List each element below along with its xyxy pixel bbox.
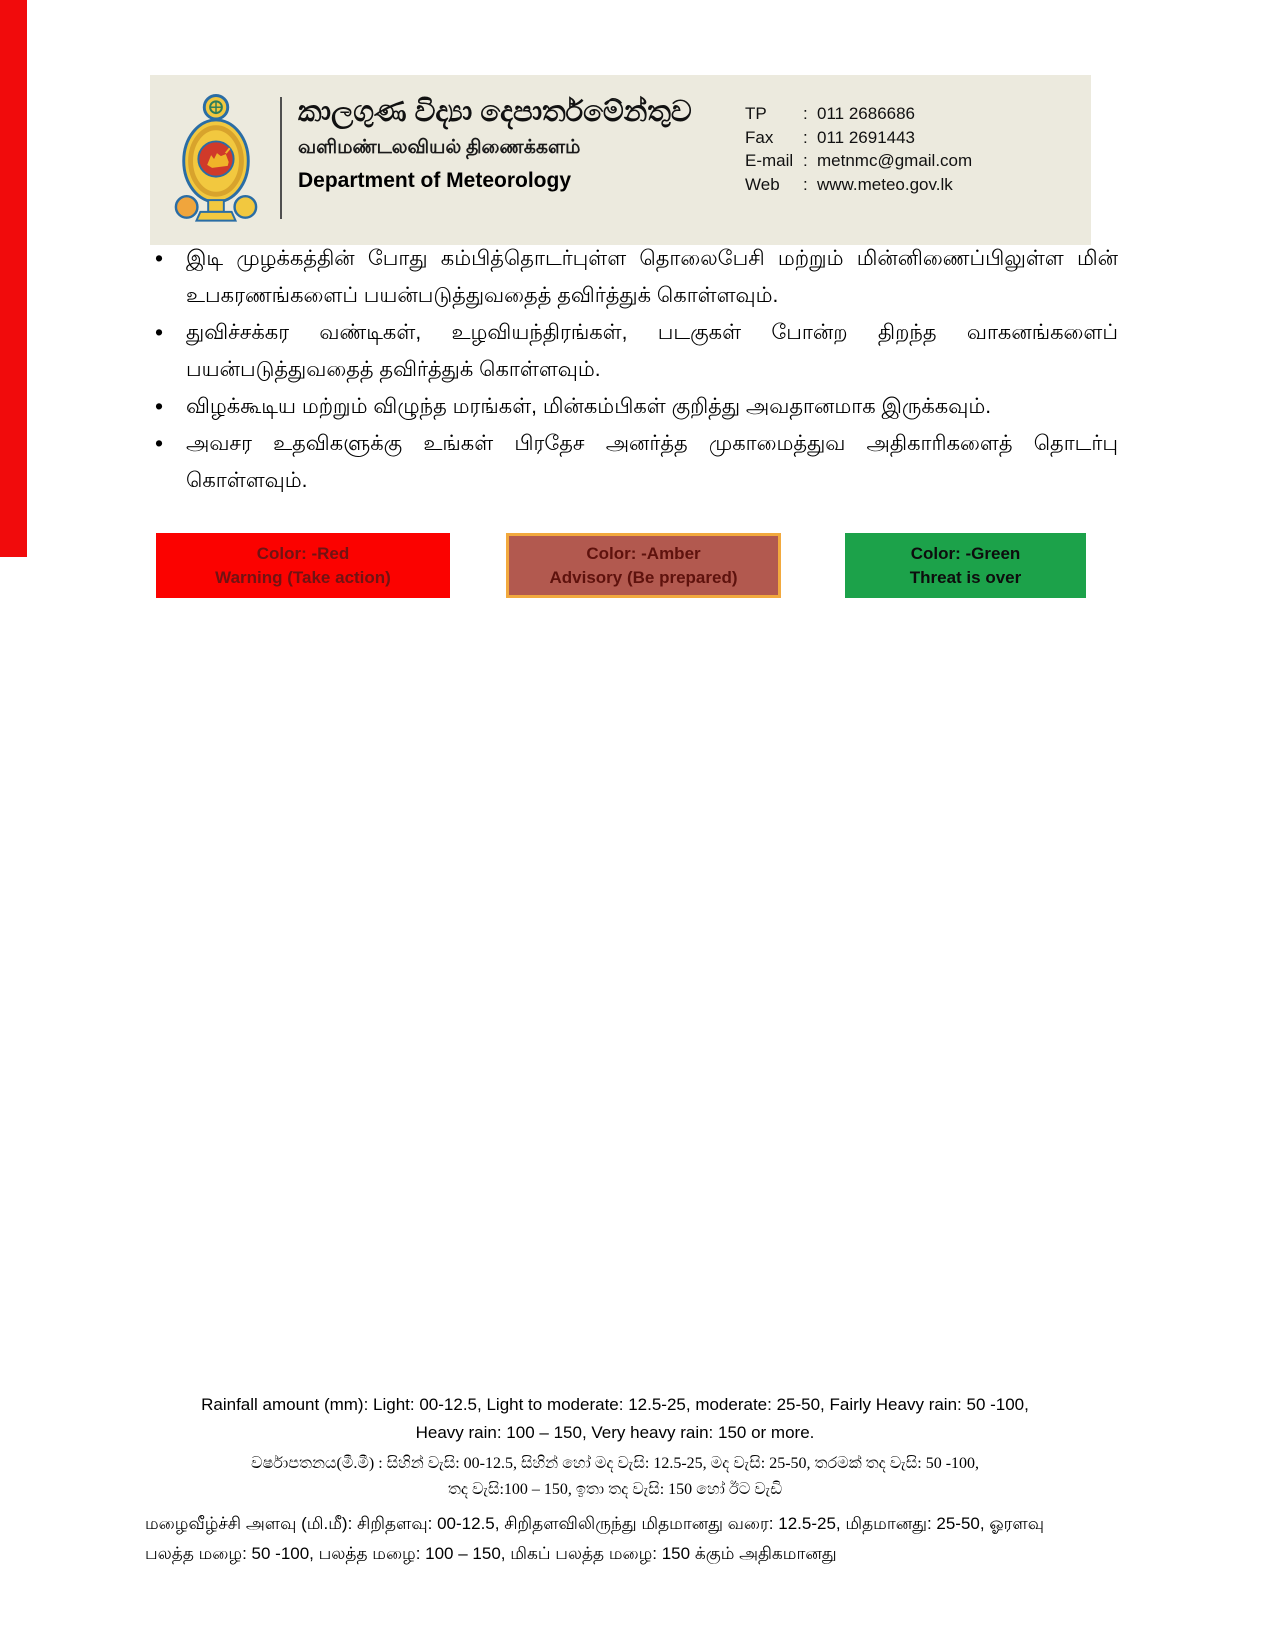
legend-box-red-warning <box>156 533 450 598</box>
contact-label: Fax <box>745 127 774 147</box>
contact-label: TP <box>745 104 767 123</box>
contact-colon: : <box>803 104 808 123</box>
contact-colon: : <box>803 174 808 194</box>
legend-box-amber-advisory <box>506 533 781 598</box>
rainfall-scale-english-line1: Rainfall amount (mm): Light: 00-12.5, Light to moderate: 12.5-25, moderate: 25-50, Fairly Heavy rain: 50 -100, <box>201 1395 1029 1414</box>
legend-amber-color-label: Color: -Amber <box>586 543 701 563</box>
contact-label: Web <box>745 174 780 194</box>
warning-level-red-bar <box>0 0 27 557</box>
sri-lanka-emblem-logo-icon <box>172 92 260 230</box>
department-title-english: Department of Meteorology <box>298 169 572 192</box>
contact-colon: : <box>803 151 808 170</box>
legend-box-green-threat-over <box>845 533 1086 598</box>
contact-phone-value: 011 2686686 <box>817 104 916 123</box>
rainfall-scale-english-line2: Heavy rain: 100 – 150, Very heavy rain: 150 or more. <box>415 1423 815 1442</box>
contact-label: E-mail <box>745 151 794 170</box>
legend-red-meaning-label: Warning (Take action) <box>215 567 391 587</box>
advisory-bullet-avoid-phones: • இடி முழக்கத்தின் போது கம்பித்தொடர்புள்ள தொலைபேசி மற்றும் மின்னிணைப்பிலுள்ள மின் உபகரணங்களைப் பயன்படுத்துவதைத் தவிர்த்துக் கொள்ளவும். <box>186 240 1118 314</box>
department-title-sinhala: කාලගුණ විද්‍යා දෙපාර්තමේන්තුව <box>298 96 692 128</box>
department-header <box>150 75 1091 245</box>
rainfall-scale-footer <box>140 1391 1090 1569</box>
contact-colon: : <box>803 127 808 147</box>
contact-row-email <box>745 149 1075 173</box>
rainfall-scale-tamil-block <box>145 1509 1090 1569</box>
legend-green-color-label: Color: -Green <box>910 543 1021 563</box>
contact-fax-value: 011 2691443 <box>817 127 916 147</box>
header-divider <box>280 97 282 219</box>
contact-info-block <box>745 102 1075 196</box>
legend-amber-meaning-label: Advisory (Be prepared) <box>549 567 738 587</box>
rainfall-scale-sinhala-line1: වර්ෂාපතනය(මී.මී) : සිහින් වැසි: 00-12.5, සිහින් හෝ මද වැසි: 12.5-25, මද වැසි: 25-50, තරමක් තද වැසි: 50 -100, <box>250 1455 980 1472</box>
advisory-bullet-list <box>150 240 1118 499</box>
advisory-bullet-avoid-open-vehicles: • துவிச்சக்கர வண்டிகள், உழவியந்திரங்கள், படகுகள் போன்ற திறந்த வாகனங்களைப் பயன்படுத்துவதைத் தவிர்த்துக் கொள்ளவும். <box>186 314 1118 388</box>
rainfall-scale-tamil-line1: மழைவீழ்ச்சி அளவு (மி.மீ): சிறிதளவு: 00-12.5, சிறிதளவிலிருந்து மிதமானது வரை: 12.5-25, மிதமானது: 25-50, ஓரளவு <box>145 1514 1044 1533</box>
department-titles <box>298 93 728 197</box>
department-title-tamil: வளிமண்டலவியல் திணைக்களம் <box>298 137 581 158</box>
rainfall-scale-sinhala-line2: තද වැසි:100 – 150, ඉතා තද වැසි: 150 හෝ ඊට වැඩි <box>447 1481 783 1498</box>
contact-row-tp <box>745 102 1075 126</box>
contact-email-value: metnmc@gmail.com <box>817 151 973 170</box>
contact-row-fax <box>745 126 1075 150</box>
rainfall-scale-tamil-line2: பலத்த மழை: 50 -100, பலத்த மழை: 100 – 150, மிகப் பலத்த மழை: 150 க்கும் அதிகமானது <box>145 1544 837 1563</box>
legend-red-color-label: Color: -Red <box>256 543 350 563</box>
contact-row-web <box>745 173 1075 197</box>
legend-green-meaning-label: Threat is over <box>909 567 1022 587</box>
advisory-bullet-contact-disaster-officials: • அவசர உதவிகளுக்கு உங்கள் பிரதேச அனர்த்த முகாமைத்துவ அதிகாரிகளைத் தொடர்பு கொள்ளவும். <box>186 425 1118 499</box>
contact-web-value: www.meteo.gov.lk <box>817 174 953 194</box>
advisory-bullet-beware-trees-powerlines: • விழக்கூடிய மற்றும் விழுந்த மரங்கள், மின்கம்பிகள் குறித்து அவதானமாக இருக்கவும். <box>186 388 1118 425</box>
